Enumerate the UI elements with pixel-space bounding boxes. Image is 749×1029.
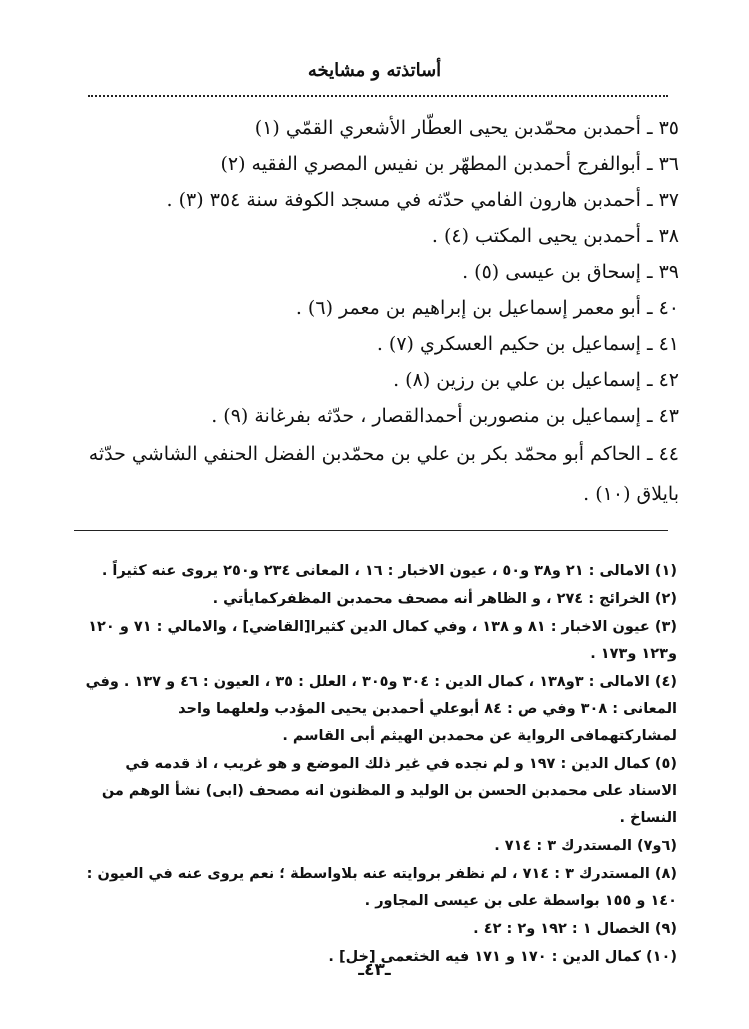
page-number: ـ٤٣ـ (358, 960, 391, 980)
running-header: أساتذته و مشايخه (307, 60, 442, 81)
list-item: ٤٣ ـ إسماعيل بن منصوربن أحمدالقصار ، حدّثه بفرغانة (٩) . (211, 405, 679, 427)
footnote: (٦و٧) المستدرك ٣ : ٧١٤ . (494, 838, 677, 854)
footnote: (٣) عيون الاخبار : ٨١ و ١٣٨ ، وفي كمال الدين كثيرا[القاضي] ، والامالي : ٧١ و ١٢٠ و١٢٣ و١٧٣ . (88, 619, 677, 662)
teachers-list (70, 110, 679, 514)
list-item: ٣٦ ـ أبوالفرج أحمدبن المطهّر بن نفيس المصري الفقيه (٢) (220, 153, 679, 175)
footnote: (٤) الامالى : ٣و١٣٨ ، كمال الدين : ٣٠٤ و٣٠٥ ، العلل : ٣٥ ، العيون : ٤٦ و ١٣٧ . وفي المعانى : ٣٠٨ وفي ص : ٨٤ أبوعلي أحمدبن يحيى المؤدب ولعلهما واحد لمشاركتهمافى الرواية عن محمدبن الهيثم أبى القاسم . (85, 674, 677, 744)
list-item: ٤٠ ـ أبو معمر إسماعيل بن إبراهيم بن معمر (٦) . (295, 297, 679, 319)
footnote: (٥) كمال الدين : ١٩٧ و لم نجده في غير ذلك الموضع و هو غريب ، اذ قدمه في الاسناد على محمدبن الحسن بن الوليد و المظنون انه مصحف (ابى) نشأ الوهم من النساخ . (101, 756, 677, 826)
header-dotted-divider (88, 95, 668, 97)
footnotes (72, 558, 677, 972)
footnote: (٢) الخرائج : ٢٧٤ ، و الظاهر أنه مصحف محمدبن المظفركمايأتي . (212, 591, 677, 607)
footnote: (١٠) كمال الدين : ١٧٠ و ١٧١ فيه الخثعمى [خل] . (328, 949, 677, 965)
list-item: ٣٥ ـ أحمدبن محمّدبن يحيى العطّار الأشعري القمّي (١) (254, 117, 679, 139)
footnote: (٩) الخصال ١ : ١٩٢ و٢ : ٤٢ . (473, 921, 677, 937)
list-item: ٤٢ ـ إسماعيل بن علي بن رزين (٨) . (393, 369, 679, 391)
list-item: ٤١ ـ إسماعيل بن حكيم العسكري (٧) . (376, 333, 679, 355)
list-item: ٣٨ ـ أحمدبن يحيى المكتب (٤) . (431, 225, 679, 247)
list-item: ٤٤ ـ الحاكم أبو محمّد بكر بن علي بن محمّدبن الفضل الحنفي الشاشي حدّثه بايلاق (١٠) . (88, 443, 679, 505)
list-item: ٣٩ ـ إسحاق بن عيسى (٥) . (462, 261, 679, 283)
footnote: (١) الامالى : ٢١ و٣٨ و٥٠ ، عيون الاخبار : ١٦ ، المعانى ٢٣٤ و٢٥٠ يروى عنه كثيراً . (101, 563, 677, 579)
list-item: ٣٧ ـ أحمدبن هارون الفامي حدّثه في مسجد الكوفة سنة ٣٥٤ (٣) . (166, 189, 679, 211)
footnote-divider (74, 530, 668, 531)
footnote: (٨) المستدرك ٣ : ٧١٤ ، لم نظفر بروايته عنه بلاواسطة ؛ نعم يروى عنه في العيون : ١٤٠ و ١٥٥ بواسطة على بن عيسى المجاور . (86, 866, 677, 909)
